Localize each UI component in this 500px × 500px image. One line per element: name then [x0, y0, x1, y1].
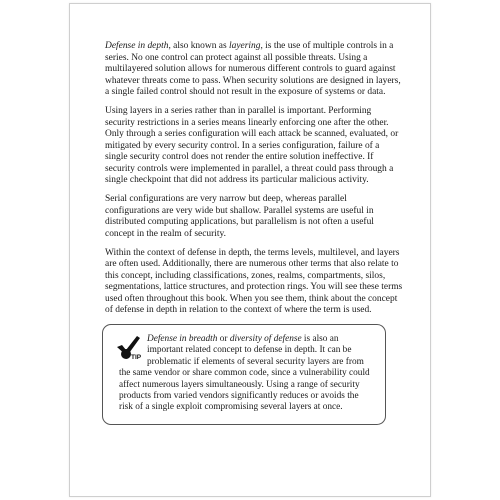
paragraph-related-terms: [105, 248, 403, 317]
paragraph-serial-configurations: [105, 194, 403, 240]
term-defense-in-depth: Defense in depth: [105, 41, 169, 51]
tip-icon-label: TIP: [131, 354, 142, 361]
text-run: is also an important related concept to defense in depth. It can be problematic if elements of several security layers are from the same vendor or share common code, since a vulnerability could affect numerous layers simultaneously. Using a range of security products from varied vendors significantly reduces or avoids the risk of a single exploit compromising several layers at once.: [119, 334, 370, 413]
paragraph-defense-in-depth: [105, 41, 403, 99]
text-run: Using layers in a series rather than in parallel is important. Performing security restrictions in a series means linearly enforcing one after the other. Only through a series configuration will each attack be scanned, evaluated, or mitigated by every security control. In a series configuration, failure of a single security control does not render the entire solution ineffective. If security controls were implemented in parallel, a threat could pass through a single checkpoint that did not address its particular malicious activity.: [105, 106, 399, 185]
document-page: [69, 3, 431, 497]
text-run: Serial configurations are very narrow but deep, whereas parallel configurations are very wide but shallow. Parallel systems are useful in distributed computing applications, but parallelism is not often a useful concept in the realm of security.: [105, 194, 374, 239]
term-diversity-of-defense: diversity of defense: [229, 334, 302, 344]
tip-callout: [102, 324, 386, 425]
page-content: [105, 41, 403, 425]
tip-text: [119, 334, 373, 414]
text-run: , also known as: [168, 41, 229, 51]
tip-checkmark-icon: [115, 334, 145, 361]
text-run: Within the context of defense in depth, the terms levels, multilevel, and layers are often used. Additionally, there are numerous other terms that also relate to this concept, including classifications, zones, realms, compartments, silos, segmentations, lattice structures, and protection rings. You will see these terms used often throughout this book. When you see them, think about the concept of defense in depth in relation to the context of where the term is used.: [105, 247, 403, 315]
term-defense-in-breadth: Defense in breadth: [147, 334, 218, 344]
text-run: or: [217, 334, 230, 344]
tip-icon-graphic: [115, 334, 145, 361]
text-run: , is the use of multiple controls in a series. No one control can protect against all possible threats. Using a multilayered solution allows for numerous different controls to guard against whatever threats come to pass. When security solutions are designed in layers, a single failed control should not result in the exposure of systems or data.: [105, 41, 401, 97]
paragraph-series-layers: [105, 106, 403, 187]
term-layering: layering: [229, 41, 261, 51]
tip-icon-badge: [121, 349, 131, 359]
